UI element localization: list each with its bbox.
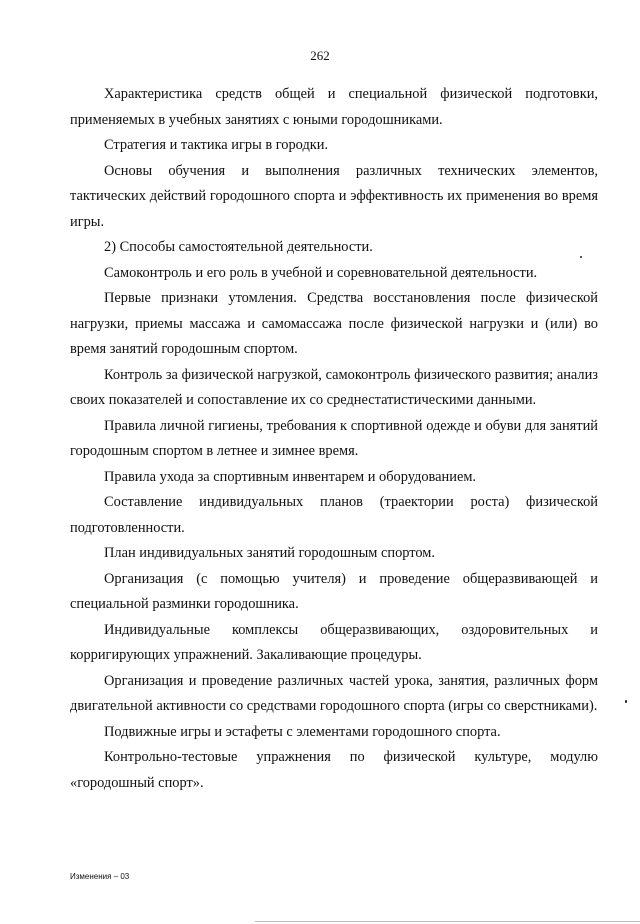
- paragraph: Самоконтроль и его роль в учебной и соревновательной деятельности.: [104, 264, 538, 281]
- paragraph: Правила ухода за спортивным инвентарем и оборудованием.: [104, 468, 477, 485]
- scan-edge-line: [255, 921, 640, 922]
- paragraph: 2) Способы самостоятельной деятельности.: [104, 239, 373, 255]
- paragraph: Основы обучения и выполнения различных технических элементов, тактических действий городошного спорта и эффективность их применения во время игры.: [70, 162, 598, 230]
- paragraph: Индивидуальные комплексы общеразвивающих, оздоровительных и корригирующих упражнений. Закаливающие процедуры.: [70, 621, 598, 663]
- paragraph: Характеристика средств общей и специальной физической подготовки, применяемых в учебных занятиях с юными городошниками.: [70, 86, 598, 128]
- paragraph: Контрольно-тестовые упражнения по физической культуре, модулю «городошный спорт».: [70, 749, 598, 791]
- paragraph: Стратегия и тактика игры в городки.: [104, 137, 329, 153]
- paragraph: Контроль за физической нагрузкой, самоконтроль физического развития; анализ своих показателей и сопоставление их со среднестатистическими данными.: [70, 366, 598, 408]
- paragraph: Первые признаки утомления. Средства восстановления после физической нагрузки, приемы массажа и самомассажа после физической нагрузки и (или) во время занятий городошным спортом.: [70, 290, 598, 357]
- scan-speck: [625, 700, 627, 703]
- paragraph: Правила личной гигиены, требования к спортивной одежде и обуви для занятий городошным спортом в летнее и зимнее время.: [70, 417, 598, 459]
- scan-speck: [580, 256, 582, 258]
- paragraph: Подвижные игры и эстафеты с элементами городошного спорта.: [104, 723, 501, 740]
- page-number: 262: [310, 48, 330, 63]
- paragraph: Организация (с помощью учителя) и проведение общеразвивающей и специальной разминки городошника.: [70, 570, 598, 612]
- paragraph: Составление индивидуальных планов (траектории роста) физической подготовленности.: [70, 494, 598, 536]
- page-footer: Изменения – 03: [70, 872, 130, 881]
- paragraph: План индивидуальных занятий городошным спортом.: [104, 545, 436, 561]
- document-body: [70, 82, 598, 796]
- paragraph: Организация и проведение различных частей урока, занятия, различных форм двигательной активности со средствами городошного спорта (игры со сверстниками).: [70, 672, 598, 714]
